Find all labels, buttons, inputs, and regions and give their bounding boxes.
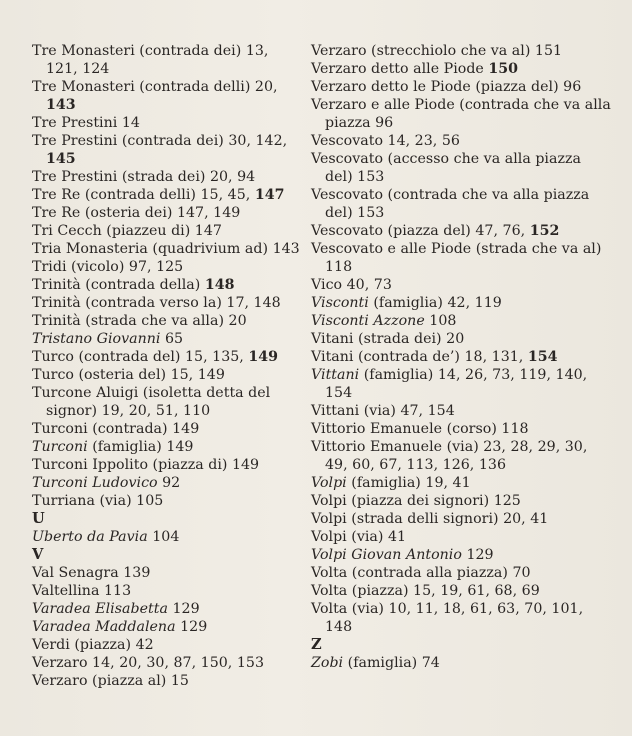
index-entry: [311, 132, 611, 150]
index-entry-text: Vitani (strada dei) 20: [311, 331, 465, 347]
index-entry-text: Verzaro (piazza al) 15: [32, 673, 189, 689]
index-entry: [32, 330, 300, 348]
index-entry-text: Uberto da Pavia: [32, 529, 148, 545]
index-entry-text: Vittorio Emanuele (corso) 118: [311, 421, 529, 437]
index-entry: [311, 492, 611, 510]
index-entry: [32, 420, 300, 438]
index-entry-text: V: [32, 546, 44, 563]
index-entry: [32, 582, 300, 600]
index-entry-text: (famiglia) 42, 119: [368, 295, 502, 311]
index-entry-text: Tre Re (contrada delli) 15, 45,: [32, 187, 255, 203]
index-entry-text: Val Senagra 139: [32, 565, 151, 581]
index-entry-text: Zobi: [311, 655, 344, 671]
index-entry-text: 104: [147, 529, 180, 545]
index-entry: [32, 132, 300, 168]
index-entry-text: Verzaro e alle Piode (contrada che va alla piazza 96: [311, 97, 611, 131]
index-entry-text: Trinità (contrada verso la) 17, 148: [32, 295, 281, 311]
index-entry: [32, 186, 300, 204]
index-entry-text: Volpi (via) 41: [311, 529, 407, 545]
index-entry-text: Verzaro detto le Piode (piazza del) 96: [311, 79, 582, 95]
index-entry-text: U: [32, 510, 45, 527]
index-entry: [32, 294, 300, 312]
index-entry: [311, 78, 611, 96]
index-entry-text: Volpi (strada delli signori) 20, 41: [311, 511, 549, 527]
index-entry-text: 108: [424, 313, 457, 329]
index-entry: [32, 168, 300, 186]
index-entry-text: Vescovato (piazza del) 47, 76,: [311, 223, 530, 239]
index-entry-text: Verzaro 14, 20, 30, 87, 150, 153: [32, 655, 264, 671]
index-entry: [32, 42, 300, 78]
index-entry: [311, 222, 611, 240]
index-entry-text: Tri Cecch (piazzeu di) 147: [32, 223, 222, 239]
index-entry-text: Verzaro detto alle Piode: [311, 61, 489, 77]
index-entry: [32, 438, 300, 456]
index-entry: [32, 492, 300, 510]
index-entry-text: Varadea Elisabetta: [32, 601, 168, 617]
index-entry-text: Vico 40, 73: [311, 277, 392, 293]
index-entry-text: Vittani (via) 47, 154: [311, 403, 455, 419]
index-entry-text: 147: [254, 187, 285, 203]
index-entry: [32, 618, 300, 636]
index-entry: [311, 528, 611, 546]
index-entry: [32, 204, 300, 222]
index-entry-text: Tre Prestini (strada dei) 20, 94: [32, 169, 256, 185]
index-entry-text: 129: [167, 601, 200, 617]
index-entry: [311, 366, 611, 402]
index-entry: [311, 420, 611, 438]
index-entry-text: Turconi: [32, 439, 88, 455]
index-entry: [311, 60, 611, 78]
index-entry-text: Volta (piazza) 15, 19, 61, 68, 69: [311, 583, 540, 599]
index-entry: [32, 312, 300, 330]
index-entry-text: 129: [461, 547, 494, 563]
index-entry: [32, 384, 300, 420]
index-entry-text: Vescovato 14, 23, 56: [311, 133, 460, 149]
index-letter-heading: [32, 546, 300, 564]
index-entry-text: (famiglia) 149: [87, 439, 194, 455]
index-entry-text: Tre Re (osteria dei) 147, 149: [32, 205, 241, 221]
index-entry-text: Volpi: [311, 475, 347, 491]
index-entry: [311, 276, 611, 294]
index-entry-text: Vittorio Emanuele (via) 23, 28, 29, 30, 49, 60, 67, 113, 126, 136: [311, 439, 588, 473]
index-entry-text: Tre Prestini 14: [32, 115, 140, 131]
index-entry-text: 143: [46, 97, 76, 113]
index-entry-text: Valtellina 113: [32, 583, 132, 599]
index-entry-text: Volta (contrada alla piazza) 70: [311, 565, 531, 581]
index-entry: [311, 186, 611, 222]
index-entry: [311, 510, 611, 528]
index-entry-text: Tristano Giovanni: [32, 331, 161, 347]
index-entry: [32, 258, 300, 276]
index-entry-text: Visconti Azzone: [311, 313, 425, 329]
index-entry: [311, 330, 611, 348]
index-entry-text: (famiglia) 14, 26, 73, 119, 140, 154: [325, 367, 588, 401]
index-entry: [32, 600, 300, 618]
index-entry-text: Vescovato e alle Piode (strada che va al) 118: [311, 241, 602, 275]
index-column-left: [32, 42, 300, 690]
index-entry: [311, 654, 611, 672]
index-letter-heading: [32, 510, 300, 528]
index-entry-text: Tre Prestini (contrada dei) 30, 142,: [32, 133, 288, 149]
index-entry-text: 154: [527, 349, 558, 365]
index-entry: [311, 294, 611, 312]
index-entry: [32, 348, 300, 366]
index-entry-text: Tria Monasteria (quadrivium ad) 143: [32, 241, 300, 257]
index-entry-text: 129: [175, 619, 208, 635]
index-entry-text: Tre Monasteri (contrada dei) 13, 121, 124: [32, 43, 269, 77]
index-entry-text: Verdi (piazza) 42: [32, 637, 154, 653]
index-entry: [311, 348, 611, 366]
index-entry-text: 149: [248, 349, 279, 365]
index-entry-text: 150: [488, 61, 519, 77]
index-entry-text: Vescovato (contrada che va alla piazza del) 153: [311, 187, 590, 221]
index-entry: [311, 312, 611, 330]
index-entry-text: Volpi (piazza dei signori) 125: [311, 493, 521, 509]
index-entry: [32, 222, 300, 240]
index-entry: [32, 654, 300, 672]
index-entry-text: Vitani (contrada de’) 18, 131,: [311, 349, 528, 365]
index-entry: [32, 366, 300, 384]
index-entry: [311, 474, 611, 492]
index-entry-text: Tre Monasteri (contrada delli) 20,: [32, 79, 278, 95]
index-entry: [311, 240, 611, 276]
index-entry-text: Turconi (contrada) 149: [32, 421, 200, 437]
index-entry: [32, 78, 300, 114]
index-entry-text: Turconi Ippolito (piazza di) 149: [32, 457, 260, 473]
index-entry: [311, 564, 611, 582]
index-entry: [32, 114, 300, 132]
index-entry-text: 145: [46, 151, 76, 167]
index-entry-text: Vescovato (accesso che va alla piazza del) 153: [311, 151, 581, 185]
index-entry: [32, 564, 300, 582]
index-entry-text: 65: [160, 331, 184, 347]
index-entry: [32, 474, 300, 492]
index-entry: [32, 240, 300, 258]
index-entry-text: (famiglia) 74: [343, 655, 440, 671]
index-entry: [311, 600, 611, 636]
index-entry: [32, 528, 300, 546]
index-entry: [311, 150, 611, 186]
index-entry-text: Verzaro (strecchiolo che va al) 151: [311, 43, 563, 59]
index-entry: [311, 402, 611, 420]
index-entry-text: Turco (osteria del) 15, 149: [32, 367, 225, 383]
index-entry-text: (famiglia) 19, 41: [346, 475, 471, 491]
index-entry-text: Volpi Giovan Antonio: [311, 547, 462, 563]
index-entry: [311, 96, 611, 132]
index-entry-text: 92: [157, 475, 181, 491]
index-entry-text: Turconi Ludovico: [32, 475, 158, 491]
index-entry: [32, 276, 300, 294]
index-entry-text: Volta (via) 10, 11, 18, 61, 63, 70, 101, 148: [311, 601, 584, 635]
index-entry: [311, 582, 611, 600]
index-entry-text: Turcone Aluigi (isoletta detta del signor) 19, 20, 51, 110: [32, 385, 271, 419]
index-letter-heading: [311, 636, 611, 654]
index-entry: [32, 672, 300, 690]
index-entry-text: Trinità (contrada della): [32, 277, 205, 293]
index-entry-text: Trinità (strada che va alla) 20: [32, 313, 247, 329]
index-entry: [311, 438, 611, 474]
index-entry-text: Visconti: [311, 295, 369, 311]
index-entry: [311, 42, 611, 60]
index-entry-text: Tridi (vicolo) 97, 125: [32, 259, 184, 275]
index-entry-text: Varadea Maddalena: [32, 619, 176, 635]
index-entry-text: Turriana (via) 105: [32, 493, 164, 509]
index-entry-text: 152: [529, 223, 560, 239]
index-entry: [32, 456, 300, 474]
index-entry: [311, 546, 611, 564]
index-column-right: [311, 42, 611, 672]
index-entry-text: Z: [311, 636, 322, 653]
index-entry: [32, 636, 300, 654]
index-entry-text: Vittani: [311, 367, 360, 383]
index-entry-text: Turco (contrada del) 15, 135,: [32, 349, 249, 365]
index-entry-text: 148: [204, 277, 235, 293]
